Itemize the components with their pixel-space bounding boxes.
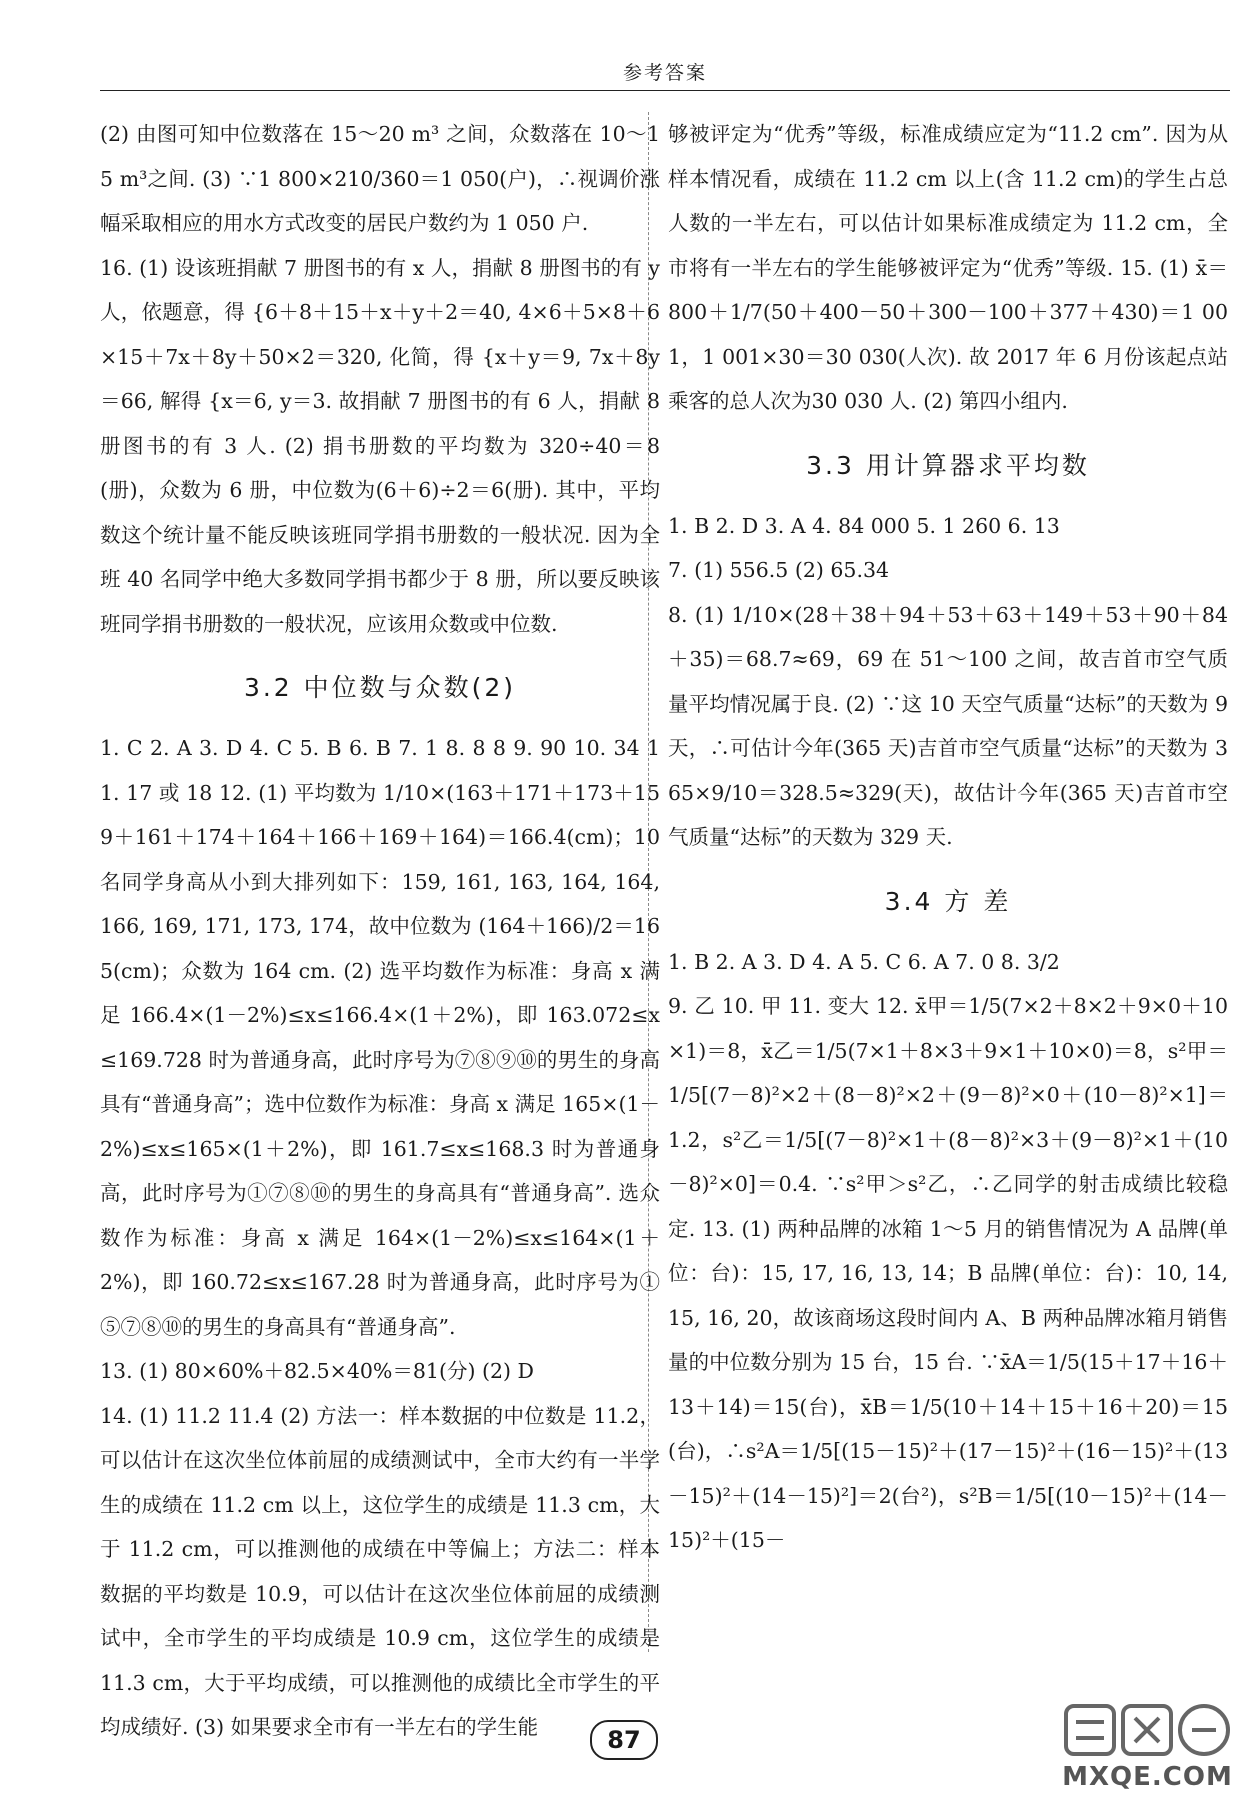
answer-paragraph: 1. C 2. A 3. D 4. C 5. B 6. B 7. 1 8. 8 8 9. 90 10. 34 11. 17 或 18 12. (1) 平均数为 1/10×(163＋171＋173＋159＋161＋174＋164＋166＋169＋164)＝166.4(cm)；10 名同学身高从小到大排列如下：159, 161, 163, 164, 164, 166, 169, 171, 173, 174，故中位数为 (164＋166)/2＝165(cm)；众数为 164 cm. (2) 选平均数作为标准：身高 x 满足 166.4×(1－2%)≤x≤166.4×(1＋2%)，即 163.072≤x≤169.728 时为普通身高，此时序号为⑦⑧⑨⑩的男生的身高具有“普通身高”；选中位数作为标准：身高 x 满足 165×(1－2%)≤x≤165×(1＋2%)，即 161.7≤x≤168.3 时为普通身高，此时序号为①⑦⑧⑩的男生的身高具有“普通身高”. 选众数作为标准：身高 x 满足 164×(1－2%)≤x≤164×(1＋2%)，即 160.72≤x≤167.28 时为普通身高，此时序号为①⑤⑦⑧⑩的男生的身高具有“普通身高”. bbox=[100, 736, 660, 1339]
section-title-3-2: 3.2 中位数与众数(2) bbox=[243, 673, 517, 702]
page-header: 参考答案 bbox=[622, 62, 707, 84]
answer-paragraph: 1. B 2. A 3. D 4. A 5. C 6. A 7. 0 8. 3/2 bbox=[668, 949, 1060, 974]
page-number: 87 bbox=[590, 1720, 658, 1760]
answer-paragraph: 14. (1) 11.2 11.4 (2) 方法一：样本数据的中位数是 11.2，可以估计在这次坐位体前屈的成绩测试中，全市大约有一半学生的成绩在 11.2 cm 以上，这位学生的成绩是 11.3 cm，大于 11.2 cm，可以推测他的成绩在中等偏上；方法二：样本数据的平均数是 10.9，可以估计在这次坐位体前屈的成绩测试中，全市学生的平均成绩是 10.9 cm，这位学生的成绩是 11.3 cm，大于平均成绩，可以推测他的成绩比全市学生的平均成绩好. (3) 如果要求全市有一半左右的学生能 bbox=[100, 1403, 660, 1739]
section-title-3-3: 3.3 用计算器求平均数 bbox=[806, 450, 1090, 480]
answer-paragraph: 9. 乙 10. 甲 11. 变大 12. x̄甲＝1/5(7×2＋8×2＋9×0＋10×1)＝8，x̄乙＝1/5(7×1＋8×3＋9×1＋10×0)＝8，s²甲＝1/5[(7－8)²×2＋(8－8)²×2＋(9－8)²×0＋(10－8)²×1]＝1.2，s²乙＝1/5[(7－8)²×1＋(8－8)²×3＋(9－8)²×1＋(10－8)²×0]＝0.4. ∵s²甲＞s²乙，∴乙同学的射击成绩比较稳定. 13. (1) 两种品牌的冰箱 1～5 月的销售情况为 A 品牌(单位：台)：15, 17, 16, 13, 14；B 品牌(单位：台)：10, 14, 15, 16, 20，故该商场这段时间内 A、B 两种品牌冰箱月销售量的中位数分别为 15 台，15 台. ∵x̄A＝1/5(15＋17＋16＋13＋14)＝15(台)，x̄B＝1/5(10＋14＋15＋16＋20)＝15(台)，∴s²A＝1/5[(15－15)²＋(17－15)²＋(16－15)²＋(13－15)²＋(14－15)²]＝2(台²)，s²B＝1/5[(10－15)²＋(14－15)²＋(15－ bbox=[668, 994, 1228, 1552]
header-divider bbox=[100, 90, 1230, 91]
answer-paragraph: 8. (1) 1/10×(28＋38＋94＋53＋63＋149＋53＋90＋84＋35)＝68.7≈69，69 在 51～100 之间，故吉首市空气质量平均情况属于良. (2) ∵这 10 天空气质量“达标”的天数为 9 天，∴可估计今年(365 天)吉首市空气质量“达标”的天数为 365×9/10＝328.5≈329(天)，故估计今年(365 天)吉首市空气质量“达标”的天数为 329 天. bbox=[668, 602, 1228, 849]
answer-paragraph: 13. (1) 80×60%＋82.5×40%＝81(分) (2) D bbox=[100, 1359, 534, 1383]
watermark-text: MXQE.COM bbox=[1062, 1762, 1233, 1792]
section-title-3-4: 3.4 方 差 bbox=[884, 886, 1012, 916]
answer-paragraph: 16. (1) 设该班捐献 7 册图书的有 x 人，捐献 8 册图书的有 y 人，依题意，得 {6＋8＋15＋x＋y＋2＝40, 4×6＋5×8＋6×15＋7x＋8y＋50×2＝320, 化简，得 {x＋y＝9, 7x＋8y＝66, 解得 {x＝6, y＝3. 故捐献 7 册图书的有 6 人，捐献 8 册图书的有 3 人. (2) 捐书册数的平均数为 320÷40＝8(册)，众数为 6 册，中位数为(6＋6)÷2＝6(册). 其中，平均数这个统计量不能反映该班同学捐书册数的一般状况. 因为全班 40 名同学中绝大多数同学捐书都少于 8 册，所以要反映该班同学捐书册数的一般状况，应该用众数或中位数. bbox=[100, 255, 660, 636]
answer-paragraph: 够被评定为“优秀”等级，标准成绩应定为“11.2 cm”. 因为从样本情况看，成绩在 11.2 cm 以上(含 11.2 cm)的学生占总人数的一半左右，可以估计如果标准成绩定为 11.2 cm，全市将有一半左右的学生能够被评定为“优秀”等级. 15. (1) x̄＝800＋1/7(50＋400－50＋300－100＋377＋430)＝1 001，1 001×30＝30 030(人次). 故 2017 年 6 月份该起点站乘客的总人次为30 030 人. (2) 第四小组内. bbox=[668, 122, 1228, 413]
right-column bbox=[668, 112, 1228, 1563]
left-column bbox=[100, 112, 660, 1750]
answer-paragraph: 7. (1) 556.5 (2) 65.34 bbox=[668, 558, 890, 582]
watermark-logo bbox=[1060, 1700, 1235, 1792]
answer-paragraph: 1. B 2. D 3. A 4. 84 000 5. 1 260 6. 13 bbox=[668, 513, 1060, 538]
answer-paragraph: (2) 由图可知中位数落在 15～20 m³ 之间，众数落在 10～15 m³之间. (3) ∵1 800×210/360＝1 050(户)，∴视调价涨幅采取相应的用水方式改变的居民户数约为 1 050 户. bbox=[100, 122, 660, 235]
watermark-icon bbox=[1060, 1700, 1235, 1770]
